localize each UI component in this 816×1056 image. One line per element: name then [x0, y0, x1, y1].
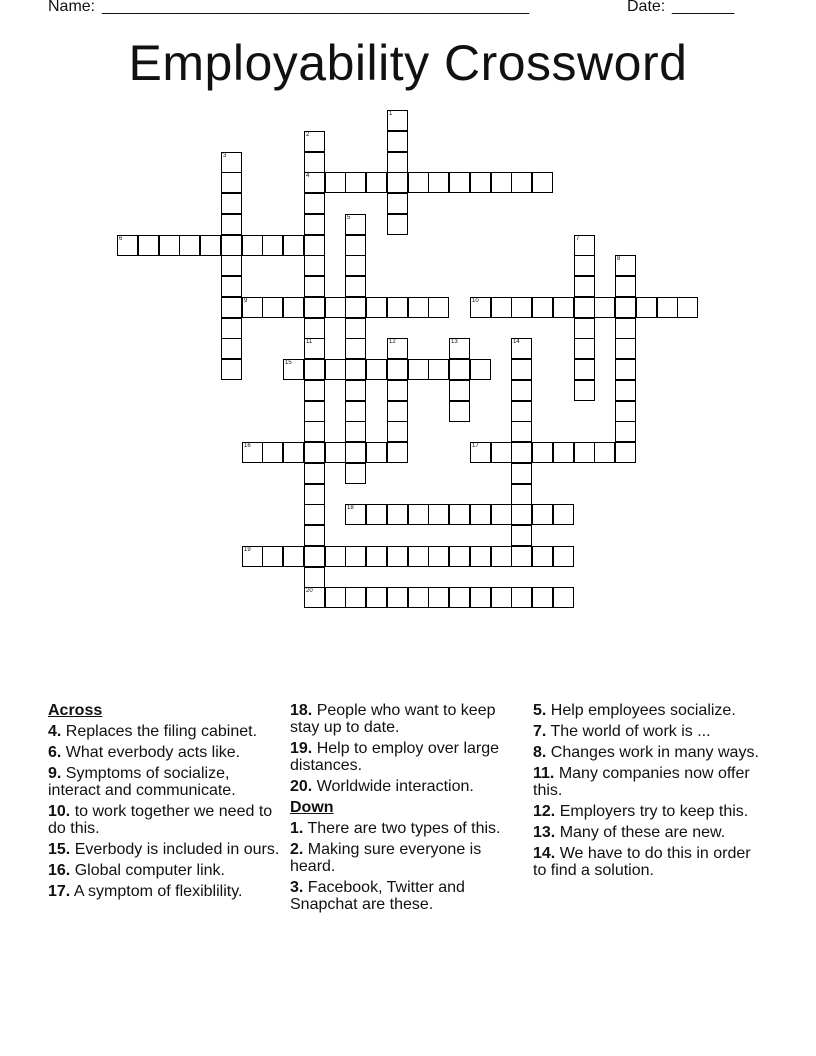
crossword-cell[interactable] [511, 525, 532, 546]
clue-down-11 [533, 765, 765, 799]
crossword-cell[interactable] [345, 546, 366, 567]
clue-number: 15. [48, 841, 71, 858]
crossword-cell[interactable] [532, 546, 553, 567]
crossword-cell[interactable] [449, 587, 470, 608]
crossword-cell[interactable] [345, 214, 366, 235]
crossword-cell[interactable] [408, 546, 429, 567]
clue-text: We have to do this in order to find a solution. [533, 845, 751, 879]
crossword-cell[interactable] [304, 567, 325, 588]
crossword-cell[interactable] [574, 338, 595, 359]
crossword-cell[interactable] [387, 152, 408, 173]
crossword-cell[interactable] [345, 255, 366, 276]
crossword-cell[interactable] [574, 442, 595, 463]
clue-number: 7. [533, 723, 547, 740]
crossword-cell[interactable] [511, 172, 532, 193]
crossword-cell[interactable] [345, 359, 366, 380]
crossword-cell[interactable] [428, 546, 449, 567]
clue-text: Global computer link. [74, 862, 225, 879]
crossword-cell[interactable] [574, 235, 595, 256]
crossword-cell[interactable] [408, 504, 429, 525]
crossword-cell[interactable] [387, 401, 408, 422]
down-heading: Down [290, 799, 334, 816]
clue-number: 4. [48, 723, 62, 740]
crossword-cell[interactable] [345, 421, 366, 442]
crossword-cell[interactable] [428, 587, 449, 608]
crossword-cell[interactable] [221, 318, 242, 339]
crossword-cell[interactable] [491, 442, 512, 463]
crossword-cell[interactable] [387, 587, 408, 608]
crossword-cell[interactable] [262, 442, 283, 463]
crossword-cell[interactable] [553, 587, 574, 608]
crossword-cell[interactable] [221, 359, 242, 380]
crossword-cell[interactable] [345, 380, 366, 401]
clue-across-17 [48, 883, 280, 900]
clue-across-9 [48, 765, 280, 799]
crossword-cell[interactable] [283, 546, 304, 567]
clue-down-8 [533, 744, 765, 761]
crossword-cell[interactable] [574, 318, 595, 339]
crossword-cell[interactable] [553, 546, 574, 567]
clue-number: 9. [48, 765, 62, 782]
crossword-cell[interactable] [304, 525, 325, 546]
crossword-cell[interactable] [304, 484, 325, 505]
clue-across-10 [48, 803, 280, 837]
clue-number: 12. [533, 803, 556, 820]
clue-across-15 [48, 841, 280, 858]
clue-number: 8. [533, 744, 547, 761]
crossword-cell[interactable] [677, 297, 698, 318]
cell-number: 7 [576, 236, 580, 242]
crossword-cell[interactable] [304, 172, 325, 193]
crossword-cell[interactable] [615, 255, 636, 276]
crossword-cell[interactable] [387, 193, 408, 214]
crossword-cell[interactable] [304, 276, 325, 297]
crossword-cell[interactable] [366, 297, 387, 318]
clue-text: Worldwide interaction. [316, 778, 474, 795]
crossword-cell[interactable] [283, 297, 304, 318]
clue-down-12 [533, 803, 765, 820]
crossword-cell[interactable] [262, 297, 283, 318]
cell-number: 1 [389, 111, 393, 117]
cell-number: 17 [472, 443, 479, 449]
crossword-cell[interactable] [262, 546, 283, 567]
clue-number: 14. [533, 845, 556, 862]
clue-text: People who want to keep stay up to date. [290, 702, 496, 736]
crossword-cell[interactable] [366, 587, 387, 608]
crossword-cell[interactable] [138, 235, 159, 256]
clue-text: Many of these are new. [559, 824, 726, 841]
crossword-cell[interactable] [345, 442, 366, 463]
crossword-cell[interactable] [345, 297, 366, 318]
clue-text: A symptom of flexiblility. [73, 883, 243, 900]
crossword-cell[interactable] [449, 172, 470, 193]
crossword-cell[interactable] [221, 214, 242, 235]
crossword-cell[interactable] [304, 463, 325, 484]
clue-down-7 [533, 723, 765, 740]
crossword-cell[interactable] [532, 442, 553, 463]
crossword-cell[interactable] [325, 297, 346, 318]
crossword-cell[interactable] [345, 318, 366, 339]
crossword-cell[interactable] [387, 546, 408, 567]
crossword-cell[interactable] [491, 587, 512, 608]
crossword-cell[interactable] [615, 338, 636, 359]
cell-number: 6 [119, 236, 123, 242]
clue-down-14 [533, 845, 765, 879]
crossword-cell[interactable] [304, 255, 325, 276]
crossword-cell[interactable] [615, 442, 636, 463]
cell-number: 20 [306, 588, 313, 594]
crossword-cell[interactable] [242, 297, 263, 318]
crossword-cell[interactable] [449, 504, 470, 525]
cell-number: 19 [244, 547, 251, 553]
cell-number: 18 [347, 505, 354, 511]
clue-text: Symptoms of socialize, interact and communicate. [48, 765, 236, 799]
clue-number: 6. [48, 744, 62, 761]
crossword-cell[interactable] [304, 131, 325, 152]
crossword-cell[interactable] [325, 587, 346, 608]
crossword-cell[interactable] [345, 401, 366, 422]
crossword-cell[interactable] [449, 338, 470, 359]
clue-across-20 [290, 778, 522, 795]
clue-down-3 [290, 879, 522, 913]
clue-number: 18. [290, 702, 313, 719]
crossword-cell[interactable] [325, 442, 346, 463]
clue-across-16 [48, 862, 280, 879]
crossword-cell[interactable] [615, 276, 636, 297]
cell-number: 2 [306, 132, 310, 138]
crossword-cell[interactable] [615, 380, 636, 401]
crossword-cell[interactable] [304, 421, 325, 442]
crossword-cell[interactable] [304, 214, 325, 235]
clue-column-3 [533, 702, 765, 883]
crossword-cell[interactable] [511, 442, 532, 463]
crossword-cell[interactable] [242, 442, 263, 463]
crossword-cell[interactable] [387, 504, 408, 525]
crossword-cell[interactable] [387, 359, 408, 380]
cell-number: 13 [451, 339, 458, 345]
crossword-cell[interactable] [511, 359, 532, 380]
clue-text: Replaces the filing cabinet. [65, 723, 258, 740]
crossword-cell[interactable] [366, 359, 387, 380]
crossword-cell[interactable] [636, 297, 657, 318]
date-label: Date: [627, 0, 666, 15]
crossword-cell[interactable] [345, 276, 366, 297]
clue-number: 3. [290, 879, 304, 896]
crossword-cell[interactable] [304, 152, 325, 173]
clue-column-2 [290, 702, 522, 917]
clue-number: 17. [48, 883, 71, 900]
crossword-cell[interactable] [574, 276, 595, 297]
crossword-cell[interactable] [615, 318, 636, 339]
clue-across-18 [290, 702, 522, 736]
clue-across-19 [290, 740, 522, 774]
crossword-cell[interactable] [470, 442, 491, 463]
crossword-cell[interactable] [304, 401, 325, 422]
crossword-cell[interactable] [532, 172, 553, 193]
cell-number: 9 [244, 298, 248, 304]
clue-number: 10. [48, 803, 71, 820]
crossword-cell[interactable] [159, 235, 180, 256]
crossword-cell[interactable] [242, 235, 263, 256]
clue-down-13 [533, 824, 765, 841]
crossword-cell[interactable] [470, 172, 491, 193]
clue-across-4 [48, 723, 280, 740]
clue-text: Facebook, Twitter and Snapchat are these. [290, 879, 465, 913]
crossword-cell[interactable] [304, 504, 325, 525]
crossword-cell[interactable] [304, 442, 325, 463]
crossword-cell[interactable] [470, 359, 491, 380]
crossword-cell[interactable] [491, 504, 512, 525]
crossword-cell[interactable] [221, 152, 242, 173]
crossword-cell[interactable] [345, 235, 366, 256]
crossword-cell[interactable] [491, 172, 512, 193]
crossword-cell[interactable] [511, 338, 532, 359]
crossword-cell[interactable] [491, 546, 512, 567]
crossword-cell[interactable] [449, 546, 470, 567]
crossword-cell[interactable] [387, 172, 408, 193]
clue-text: There are two types of this. [307, 820, 501, 837]
crossword-cell[interactable] [221, 276, 242, 297]
cell-number: 16 [244, 443, 251, 449]
crossword-cell[interactable] [657, 297, 678, 318]
crossword-cell[interactable] [470, 297, 491, 318]
crossword-cell[interactable] [304, 235, 325, 256]
cell-number: 10 [472, 298, 479, 304]
clue-column-1 [48, 702, 280, 904]
clue-text: to work together we need to do this. [48, 803, 273, 837]
crossword-cell[interactable] [304, 587, 325, 608]
crossword-cell[interactable] [428, 504, 449, 525]
clue-number: 19. [290, 740, 313, 757]
crossword-cell[interactable] [200, 235, 221, 256]
crossword-cell[interactable] [574, 380, 595, 401]
crossword-cell[interactable] [283, 235, 304, 256]
crossword-cell[interactable] [304, 546, 325, 567]
clue-text: Everbody is included in ours. [74, 841, 280, 858]
clue-number: 20. [290, 778, 313, 795]
page-title: Employability Crossword [128, 35, 688, 91]
crossword-cell[interactable] [511, 587, 532, 608]
crossword-cell[interactable] [470, 587, 491, 608]
crossword-cell[interactable] [304, 297, 325, 318]
crossword-cell[interactable] [470, 546, 491, 567]
crossword-cell[interactable] [345, 463, 366, 484]
clue-number: 5. [533, 702, 547, 719]
clue-number: 11. [533, 765, 555, 782]
crossword-cell[interactable] [615, 421, 636, 442]
crossword-cell[interactable] [221, 255, 242, 276]
crossword-cell[interactable] [615, 401, 636, 422]
crossword-cell[interactable] [221, 297, 242, 318]
crossword-cell[interactable] [387, 214, 408, 235]
clue-number: 13. [533, 824, 556, 841]
name-field[interactable]: ________________________________________________ [102, 0, 530, 15]
crossword-cell[interactable] [366, 172, 387, 193]
crossword-cell[interactable] [387, 110, 408, 131]
crossword-cell[interactable] [387, 338, 408, 359]
clue-text: Help employees socialize. [550, 702, 736, 719]
crossword-cell[interactable] [574, 359, 595, 380]
cell-number: 11 [306, 339, 313, 345]
crossword-cell[interactable] [221, 338, 242, 359]
crossword-cell[interactable] [345, 504, 366, 525]
crossword-cell[interactable] [345, 587, 366, 608]
crossword-cell[interactable] [283, 359, 304, 380]
crossword-cell[interactable] [594, 297, 615, 318]
crossword-cell[interactable] [262, 235, 283, 256]
across-heading: Across [48, 702, 103, 719]
crossword-cell[interactable] [242, 546, 263, 567]
crossword-cell[interactable] [408, 359, 429, 380]
crossword-cell[interactable] [511, 297, 532, 318]
crossword-cell[interactable] [304, 193, 325, 214]
crossword-cell[interactable] [387, 380, 408, 401]
crossword-cell[interactable] [221, 172, 242, 193]
crossword-cell[interactable] [304, 318, 325, 339]
crossword-cell[interactable] [449, 401, 470, 422]
cell-number: 4 [306, 173, 310, 179]
crossword-cell[interactable] [221, 235, 242, 256]
crossword-cell[interactable] [449, 380, 470, 401]
crossword-cell[interactable] [387, 131, 408, 152]
clue-text: Help to employ over large distances. [290, 740, 500, 774]
crossword-cell[interactable] [574, 255, 595, 276]
crossword-cell[interactable] [511, 504, 532, 525]
crossword-cell[interactable] [428, 172, 449, 193]
cell-number: 15 [285, 360, 292, 366]
crossword-cell[interactable] [574, 297, 595, 318]
cell-number: 5 [347, 215, 351, 221]
clue-text: Changes work in many ways. [550, 744, 759, 761]
crossword-cell[interactable] [532, 504, 553, 525]
crossword-cell[interactable] [408, 297, 429, 318]
clue-down-1 [290, 820, 522, 837]
crossword-cell[interactable] [511, 380, 532, 401]
crossword-cell[interactable] [387, 421, 408, 442]
clue-text: Making sure everyone is heard. [290, 841, 482, 875]
clue-down-5 [533, 702, 765, 719]
crossword-cell[interactable] [615, 359, 636, 380]
crossword-cell[interactable] [470, 504, 491, 525]
crossword-cell[interactable] [408, 172, 429, 193]
cell-number: 3 [223, 153, 227, 159]
crossword-cell[interactable] [221, 193, 242, 214]
crossword-cell[interactable] [511, 463, 532, 484]
crossword-cell[interactable] [345, 338, 366, 359]
crossword-cell[interactable] [615, 297, 636, 318]
crossword-cell[interactable] [283, 442, 304, 463]
name-label: Name: [48, 0, 96, 15]
clue-text: Many companies now offer this. [533, 765, 750, 799]
crossword-cell[interactable] [491, 297, 512, 318]
crossword-cell[interactable] [325, 359, 346, 380]
date-field[interactable]: _______ [672, 0, 735, 15]
crossword-cell[interactable] [387, 297, 408, 318]
clue-text: What everbody acts like. [65, 744, 241, 761]
clue-down-2 [290, 841, 522, 875]
crossword-cell[interactable] [366, 546, 387, 567]
crossword-cell[interactable] [366, 442, 387, 463]
crossword-cell[interactable] [304, 380, 325, 401]
crossword-cell[interactable] [532, 297, 553, 318]
clue-number: 16. [48, 862, 71, 879]
crossword-cell[interactable] [387, 442, 408, 463]
crossword-cell[interactable] [553, 297, 574, 318]
clue-text: Employers try to keep this. [559, 803, 749, 820]
crossword-cell[interactable] [449, 359, 470, 380]
crossword-cell[interactable] [366, 504, 387, 525]
crossword-cell[interactable] [325, 172, 346, 193]
cell-number: 8 [617, 256, 621, 262]
crossword-cell[interactable] [553, 504, 574, 525]
crossword-cell[interactable] [304, 338, 325, 359]
crossword-cell[interactable] [179, 235, 200, 256]
clue-number: 2. [290, 841, 304, 858]
crossword-cell[interactable] [511, 421, 532, 442]
cell-number: 12 [389, 339, 396, 345]
crossword-cell[interactable] [345, 172, 366, 193]
crossword-cell[interactable] [511, 401, 532, 422]
crossword-cell[interactable] [428, 359, 449, 380]
crossword-cell[interactable] [304, 359, 325, 380]
clue-text: The world of work is ... [550, 723, 711, 740]
crossword-cell[interactable] [408, 587, 429, 608]
crossword-cell[interactable] [428, 297, 449, 318]
crossword-cell[interactable] [553, 442, 574, 463]
crossword-cell[interactable] [325, 546, 346, 567]
crossword-cell[interactable] [117, 235, 138, 256]
crossword-cell[interactable] [511, 546, 532, 567]
crossword-cell[interactable] [594, 442, 615, 463]
clue-across-6 [48, 744, 280, 761]
crossword-cell[interactable] [532, 587, 553, 608]
cell-number: 14 [513, 339, 520, 345]
clue-number: 1. [290, 820, 304, 837]
crossword-cell[interactable] [511, 484, 532, 505]
